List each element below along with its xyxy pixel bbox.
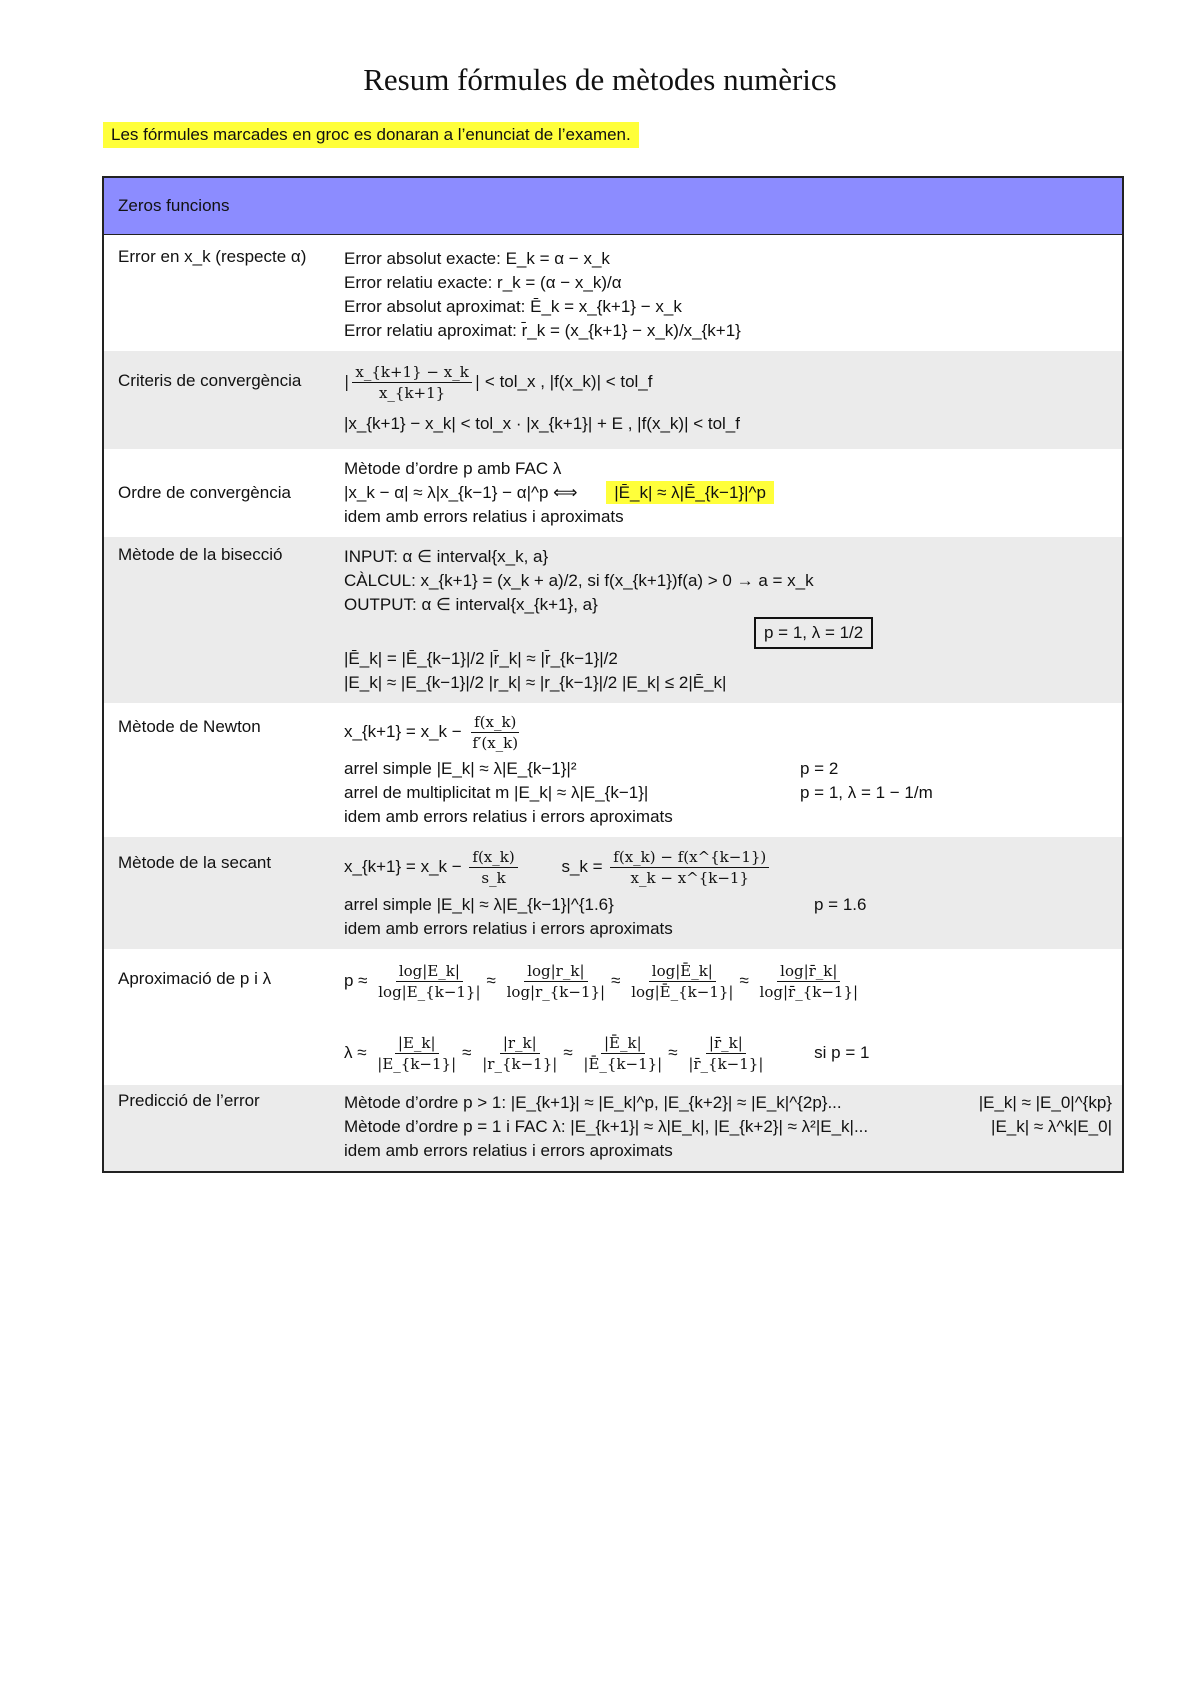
fraction: $\frac{|Ē\_k|}{|Ē\_\{k-1\}|}$ (583, 1034, 663, 1074)
formula-line: idem amb errors relatius i errors aproximats (344, 807, 673, 826)
fraction: $\frac{|r̄\_k|}{|r̄\_\{k-1\}|}$ (688, 1034, 764, 1074)
formula-line: |Ē_k| = |Ē_{k−1}|/2 |r̄_k| ≈ |r̄_{k−1}|/2 (344, 649, 618, 668)
formula-line: Mètode d’ordre p amb FAC λ (344, 459, 562, 478)
row-label: Error en x_k (respecte α) (118, 247, 307, 266)
row-biseccio (104, 537, 1122, 703)
fraction: $\frac{|E\_k|}{|E\_\{k-1\}|}$ (377, 1034, 457, 1074)
formula-line: Mètode d’ordre p = 1 i FAC λ: |E_{k+1}| ≈ λ|E_k|, |E_{k+2}| ≈ λ²|E_k|... |E_k| ≈ λ^k|E_0| (344, 1117, 1112, 1136)
formula-line: Error relatiu exacte: r_k = (α − x_k)/α (344, 273, 622, 292)
section-header: Zeros funcions (104, 178, 1122, 235)
formula-line: | $\frac{x\_\{k+1\} - x\_k}{x\_\{k+1\}}$ | < tol_x , |f(x_k)| < tol_f (344, 363, 653, 403)
fraction: $\frac{\log|r̄\_k|}{\log|r̄\_\{k-1\}|}$ (759, 962, 859, 1002)
row-criteris (104, 351, 1122, 449)
fraction: $\frac{\log|r\_k|}{\log|r\_\{k-1\}|}$ (506, 962, 606, 1002)
formula-line: |x_k − α| ≈ λ|x_{k−1} − α|^p ⟺ |Ē_k| ≈ λ|Ē_{k−1}|^p (344, 481, 1112, 505)
row-label: Ordre de convergència (118, 483, 291, 502)
row-label: Criteris de convergència (118, 371, 302, 390)
highlighted-formula: |Ē_k| ≈ λ|Ē_{k−1}|^p (606, 481, 774, 504)
formula-table (102, 176, 1124, 1173)
row-label: Mètode de la secant (118, 853, 272, 872)
row-label: Predicció de l’error (118, 1091, 260, 1110)
formula-line: x_{k+1} = x_k − $\frac{f(x\_k)}{f'(x\_k)}$ (344, 707, 1112, 757)
row-label: Mètode de la bisecció (118, 545, 283, 564)
fraction: $\frac{f(x\_k)}{s\_k}$ (469, 847, 517, 888)
row-prediccio (104, 1085, 1122, 1171)
formula-line: arrel de multiplicitat m |E_k| ≈ λ|E_{k−1}| p = 1, λ = 1 − 1/m (344, 783, 933, 802)
formula-line: CÀLCUL: x_{k+1} = (x_k + a)/2, si f(x_{k+1})f(a) > 0 → a = x_k (344, 571, 814, 590)
row-ordre (104, 449, 1122, 537)
boxed-formula: p = 1, λ = 1/2 (754, 617, 873, 649)
row-label: Mètode de Newton (118, 717, 261, 736)
fraction: $\frac{x\_\{k+1\} - x\_k}{x\_\{k+1\}}$ (352, 362, 471, 403)
formula-line: INPUT: α ∈ interval{x_k, a} (344, 547, 549, 566)
fraction: $\frac{f(x\_k) - f(x\^{}\{k-1\})}{x\_k - x\^{}\{k-1\}}$ (610, 847, 769, 888)
formula-line: Error absolut aproximat: Ē_k = x_{k+1} − x_k (344, 297, 682, 316)
formula-line: x_{k+1} = x_k − $\frac{f(x\_k)}{s\_k}$ s_k = $\frac{f(x\_k) - f(x\^{}\{k-1\})}{x\_k - x\^{}\{k-1\}}$ (344, 841, 1112, 893)
formula-line: Error absolut exacte: E_k = α − x_k (344, 249, 610, 268)
formula-line: p ≈ $\frac{\log|E\_k|}{\log|E\_\{k-1\}|}$ ≈ $\frac{\log|r\_k|}{\log|r\_\{k-1\}|}$ ≈ $\frac{\log|Ē\_k|}{\log|Ē\_\{k-1\}|}$ ≈ $\frac{\log|r̄\_k|}{\log|r̄\_\{k-1\}|}$ (344, 953, 1112, 1009)
fraction: $\frac{|r\_k|}{|r\_\{k-1\}|}$ (482, 1034, 558, 1074)
formula-line: |x_{k+1} − x_k| < tol_x · |x_{k+1}| + E , |f(x_k)| < tol_f (344, 414, 740, 433)
row-newton (104, 703, 1122, 837)
formula-line: arrel simple |E_k| ≈ λ|E_{k−1}|^{1.6} p = 1.6 (344, 895, 867, 914)
fraction: $\frac{f(x\_k)}{f'(x\_k)}$ (472, 713, 519, 753)
formula-line: idem amb errors relatius i aproximats (344, 507, 624, 526)
formula-line: idem amb errors relatius i errors aproximats (344, 919, 673, 938)
formula-line: Mètode d’ordre p > 1: |E_{k+1}| ≈ |E_k|^p, |E_{k+2}| ≈ |E_k|^{2p}... |E_k| ≈ |E_0|^{kp} (344, 1093, 1112, 1112)
formula-line: λ ≈ $\frac{|E\_k|}{|E\_\{k-1\}|}$ ≈ $\frac{|r\_k|}{|r\_\{k-1\}|}$ ≈ $\frac{|Ē\_k|}{|Ē\_\{k-1\}|}$ ≈ $\frac{|r̄\_k|}{|r̄\_\{k-1\}|}$ si p = 1 (344, 1034, 870, 1074)
row-aproximacio (104, 949, 1122, 1085)
formula-line: arrel simple |E_k| ≈ λ|E_{k−1}|² p = 2 (344, 759, 839, 778)
formula-line: idem amb errors relatius i errors aproximats (344, 1141, 673, 1160)
formula-line: |E_k| ≈ |E_{k−1}|/2 |r_k| ≈ |r_{k−1}|/2 |E_k| ≤ 2|Ē_k| (344, 673, 727, 692)
fraction: $\frac{\log|Ē\_k|}{\log|Ē\_\{k-1\}|}$ (631, 962, 734, 1002)
fraction: $\frac{\log|E\_k|}{\log|E\_\{k-1\}|}$ (378, 962, 481, 1002)
highlight-note: Les fórmules marcades en groc es donaran a l’enunciat de l’examen. (103, 122, 639, 148)
formula-line (344, 617, 1112, 647)
row-error (104, 235, 1122, 351)
row-secant (104, 837, 1122, 949)
formula-line: Error relatiu aproximat: r̄_k = (x_{k+1} − x_k)/x_{k+1} (344, 321, 741, 340)
page-title: Resum fórmules de mètodes numèrics (363, 62, 837, 97)
row-label: Aproximació de p i λ (118, 969, 272, 988)
formula-line: OUTPUT: α ∈ interval{x_{k+1}, a} (344, 595, 598, 614)
